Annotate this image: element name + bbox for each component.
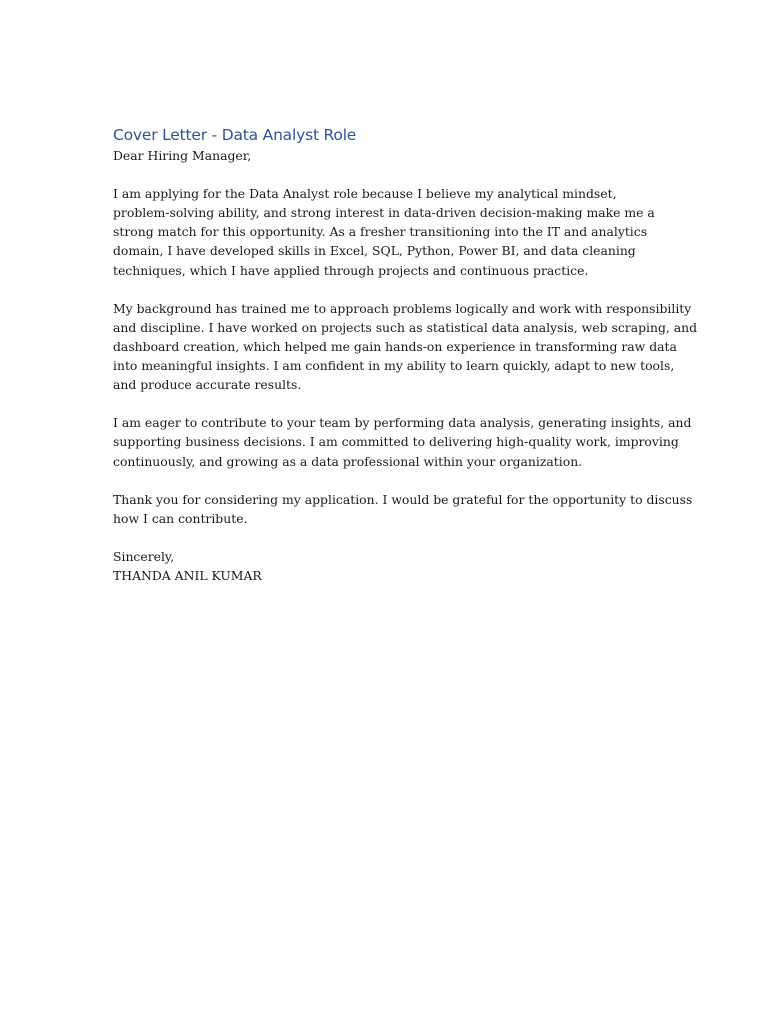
paragraph-line: into meaningful insights. I am confident in my ability to learn quickly, adapt to new tools, (113, 358, 675, 374)
paragraph-line: I am eager to contribute to your team by performing data analysis, generating insights, and (113, 415, 692, 431)
paragraph-line: strong match for this opportunity. As a fresher transitioning into the IT and analytics (113, 224, 648, 240)
paragraph-line: continuously, and growing as a data professional within your organization. (113, 453, 583, 469)
paragraph-line: Thank you for considering my application. I would be grateful for the opportunity to discuss (113, 491, 693, 507)
paragraph-3 (113, 413, 692, 470)
paragraph-2 (113, 299, 698, 394)
document-title: Cover Letter - Data Analyst Role (113, 126, 357, 144)
paragraph-line: domain, I have developed skills in Excel, SQL, Python, Power BI, and data cleaning (113, 243, 636, 259)
closing: Sincerely, (113, 548, 175, 564)
paragraph-4 (113, 490, 693, 528)
paragraph-1 (113, 184, 661, 279)
paragraph-line: supporting business decisions. I am committed to delivering high-quality work, improving (113, 434, 679, 450)
paragraph-line: techniques, which I have applied through projects and continuous practice. (113, 262, 589, 278)
paragraph-line: dashboard creation, which helped me gain hands-on experience in transforming raw data (113, 338, 677, 354)
paragraph-line: I am applying for the Data Analyst role because I believe my analytical mindset, (113, 186, 617, 202)
paragraph-line: problem-solving ability, and strong interest in data-driven decision-making make me a (113, 205, 655, 221)
paragraph-line: and discipline. I have worked on projects such as statistical data analysis, web scraping, and (113, 319, 698, 335)
paragraph-line: how I can contribute. (113, 510, 248, 526)
paragraph-line: and produce accurate results. (113, 377, 302, 393)
cover-letter (113, 124, 698, 585)
paragraph-line: My background has trained me to approach problems logically and work with responsibility (113, 300, 692, 316)
salutation: Dear Hiring Manager, (113, 148, 252, 163)
signature-name: THANDA ANIL KUMAR (113, 568, 262, 584)
